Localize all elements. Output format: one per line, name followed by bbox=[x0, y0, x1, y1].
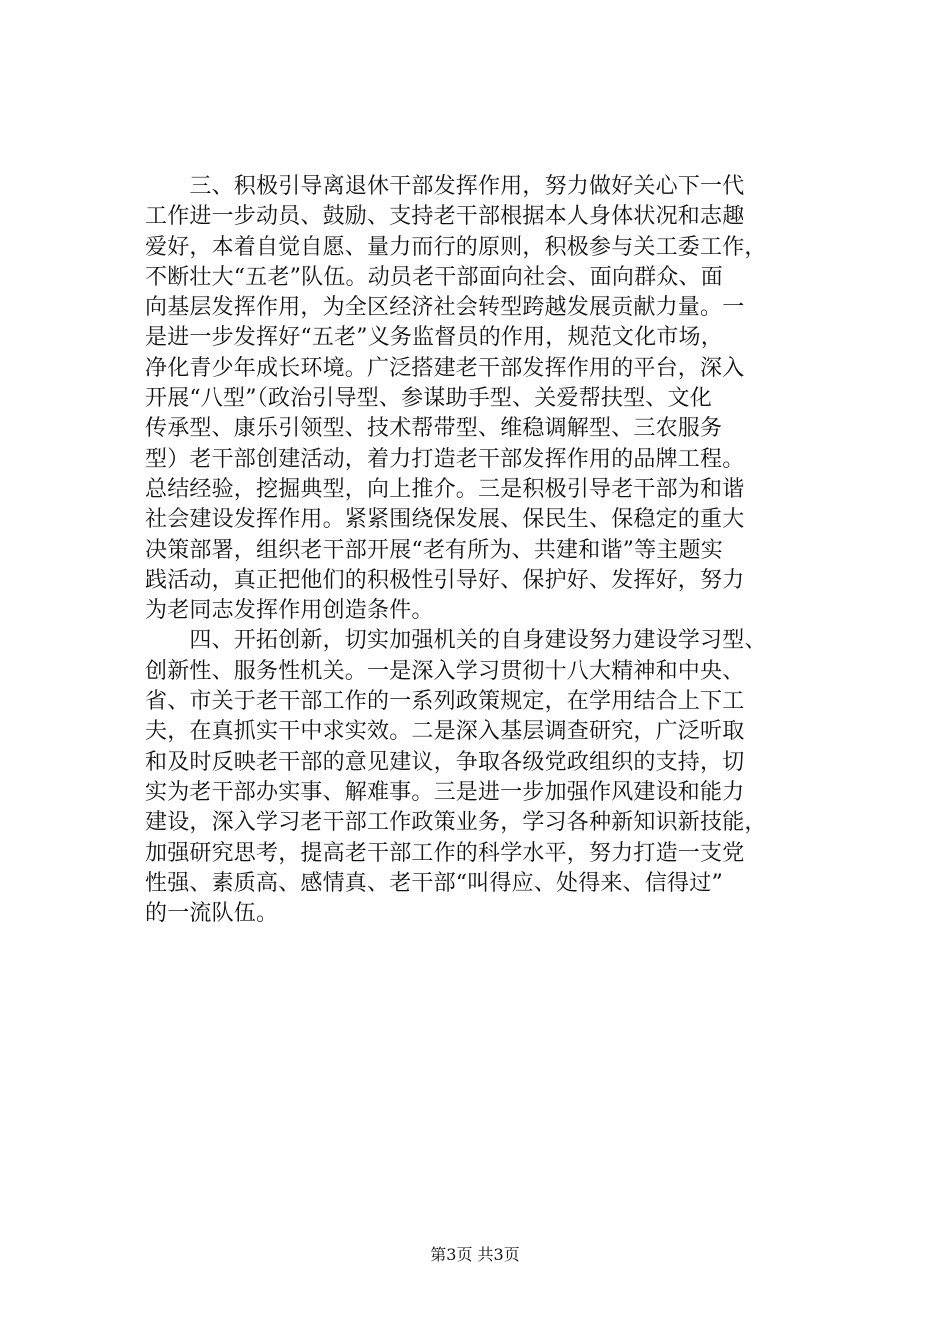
document-body bbox=[145, 172, 845, 929]
text-line: 传承型、康乐引领型、技术帮带型、维稳调解型、三农服务 bbox=[145, 416, 723, 442]
paragraph-three bbox=[145, 172, 845, 626]
text-line: 和及时反映老干部的意见建议，争取各级党政组织的支持，切 bbox=[145, 749, 745, 775]
text-line: 实为老干部办实事、解难事。三是进一步加强作风建设和能力 bbox=[145, 779, 745, 805]
text-line: 不断壮大“五老”队伍。动员老干部面向社会、面向群众、面 bbox=[145, 264, 723, 290]
text-line: 性强、素质高、感情真、老干部“叫得应、处得来、信得过” bbox=[145, 870, 723, 896]
text-line: 是进一步发挥好“五老”义务监督员的作用，规范文化市场， bbox=[145, 325, 723, 351]
text-line: 四、开拓创新，切实加强机关的自身建设努力建设学习型、 bbox=[145, 628, 767, 654]
page-footer bbox=[0, 1245, 950, 1265]
text-line: 向基层发挥作用，为全区经济社会转型跨越发展贡献力量。一 bbox=[145, 295, 745, 321]
text-line: 三、积极引导离退休干部发挥作用，努力做好关心下一代 bbox=[145, 174, 745, 199]
text-line: 总结经验，挖掘典型，向上推介。三是积极引导老干部为和谐 bbox=[145, 476, 745, 502]
text-line: 建设，深入学习老干部工作政策业务，学习各种新知识新技能， bbox=[145, 810, 767, 836]
text-line: 工作进一步动员、鼓励、支持老干部根据本人身体状况和志趣 bbox=[145, 204, 745, 230]
text-line: 加强研究思考，提高老干部工作的科学水平，努力打造一支党 bbox=[145, 840, 745, 866]
text-line: 的一流队伍。 bbox=[145, 901, 279, 927]
text-line: 开展“八型”（政治引导型、参谋助手型、关爱帮扶型、文化 bbox=[145, 386, 712, 412]
text-line: 省、市关于老干部工作的一系列政策规定，在学用结合上下工 bbox=[145, 689, 745, 715]
text-line: 创新性、服务性机关。一是深入学习贯彻十八大精神和中央、 bbox=[145, 658, 745, 684]
paragraph-four bbox=[145, 626, 845, 929]
text-line: 夫，在真抓实干中求实效。二是深入基层调查研究，广泛听取 bbox=[145, 719, 745, 745]
page-number-label: 第3页 共3页 bbox=[430, 1245, 520, 1264]
text-line: 决策部署，组织老干部开展“老有所为、共建和谐”等主题实 bbox=[145, 537, 723, 563]
text-line: 践活动，真正把他们的积极性引导好、保护好、发挥好，努力 bbox=[145, 567, 745, 593]
text-line: 净化青少年成长环境。广泛搭建老干部发挥作用的平台，深入 bbox=[145, 355, 745, 381]
text-line: 为老同志发挥作用创造条件。 bbox=[145, 598, 434, 624]
text-line: 爱好，本着自觉自愿、量力而行的原则，积极参与关工委工作， bbox=[145, 234, 767, 260]
text-line: 型）老干部创建活动，着力打造老干部发挥作用的品牌工程。 bbox=[145, 446, 745, 472]
text-line: 社会建设发挥作用。紧紧围绕保发展、保民生、保稳定的重大 bbox=[145, 507, 745, 533]
